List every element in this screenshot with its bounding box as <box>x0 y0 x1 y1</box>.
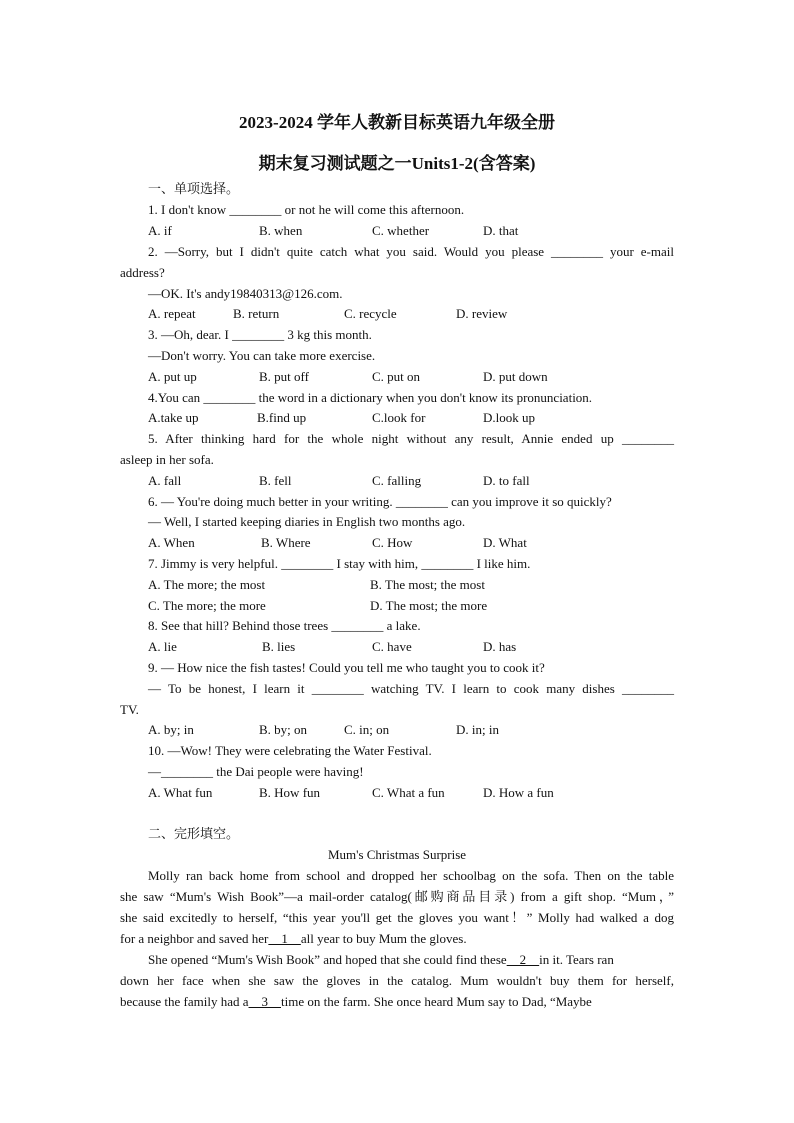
story-p1-line-3: she said excitedly to herself, “this year you'll get the gloves you want！” Molly had walked a dog <box>120 910 674 925</box>
question-9-reply-cont: TV. <box>120 702 139 717</box>
option-a: A. repeat <box>148 306 196 321</box>
option-d: D. put down <box>483 369 548 384</box>
cloze-blank-2: 2 <box>506 952 540 967</box>
option-a: A. fall <box>148 473 182 488</box>
question-2-reply: —OK. It's andy19840313@126.com. <box>148 286 343 301</box>
option-a: A. When <box>148 535 195 550</box>
option-c: C.look for <box>372 410 426 425</box>
option-c: C. falling <box>372 473 422 488</box>
option-b: B. when <box>259 223 303 238</box>
option-a: A. lie <box>148 639 177 654</box>
question-10-stem: 10. —Wow! They were celebrating the Water Festival. <box>148 743 432 758</box>
option-a: A.take up <box>148 410 199 425</box>
option-c: C. recycle <box>344 306 397 321</box>
option-d: D. that <box>483 223 519 238</box>
option-d: D. What <box>483 535 527 550</box>
question-2-stem: 2. —Sorry, but I didn't quite catch what you said. Would you please ________ your e-mail <box>148 244 674 259</box>
question-10-reply: —________ the Dai people were having! <box>148 764 364 779</box>
option-b: B. fell <box>259 473 292 488</box>
option-d: D. How a fun <box>483 785 554 800</box>
option-b: B. by; on <box>259 722 308 737</box>
option-d: D.look up <box>483 410 535 425</box>
story-title: Mum's Christmas Surprise <box>327 847 467 862</box>
option-b: B. The most; the most <box>370 577 485 592</box>
story-text: for a neighbor and saved her <box>120 931 269 946</box>
option-d: D. in; in <box>456 722 499 737</box>
question-5-stem: 5. After thinking hard for the whole night without any result, Annie ended up ________ <box>148 431 674 446</box>
option-b: B. return <box>233 306 280 321</box>
question-5-stem-cont: asleep in her sofa. <box>120 452 214 467</box>
option-d: D. has <box>483 639 517 654</box>
question-9-stem: 9. — How nice the fish tastes! Could you tell me who taught you to cook it? <box>148 660 545 675</box>
story-text: all year to buy Mum the gloves. <box>300 931 467 946</box>
question-7-stem: 7. Jimmy is very helpful. ________ I stay with him, ________ I like him. <box>148 556 531 571</box>
question-4-stem: 4.You can ________ the word in a dictionary when you don't know its pronunciation. <box>148 390 593 405</box>
title-line-2: 期末复习测试题之一Units1-2(含答案) <box>258 154 536 173</box>
option-a: A. by; in <box>148 722 194 737</box>
story-p2-line-3 <box>120 994 674 1010</box>
option-b: B.find up <box>257 410 307 425</box>
cloze-blank-1: 1 <box>268 931 301 946</box>
title-line-1: 2023-2024 学年人教新目标英语九年级全册 <box>239 113 555 132</box>
section-heading-single-choice: 一、单项选择。 <box>148 181 240 196</box>
option-a: A. put up <box>148 369 197 384</box>
question-3-stem: 3. —Oh, dear. I ________ 3 kg this month. <box>148 327 372 342</box>
story-text: in it. Tears ran <box>539 952 614 967</box>
question-6-reply: — Well, I started keeping diaries in English two months ago. <box>148 514 466 529</box>
option-c: C. How <box>372 535 413 550</box>
question-9-reply: — To be honest, I learn it ________ watching TV. I learn to cook many dishes ________ <box>148 681 674 696</box>
option-b: B. lies <box>262 639 296 654</box>
story-p1-line-2: she saw “Mum's Wish Book”—a mail-order catalog(邮购商品目录) from a gift shop. “Mum，” <box>120 889 674 904</box>
option-a: A. if <box>148 223 172 238</box>
section-heading-cloze: 二、完形填空。 <box>148 826 240 841</box>
story-text: because the family had a <box>120 994 249 1009</box>
option-c: C. whether <box>372 223 430 238</box>
question-2-stem-cont: address? <box>120 265 165 280</box>
option-d: D. The most; the more <box>370 598 488 613</box>
story-p2-line-2: down her face when she saw the gloves in the catalog. Mum wouldn't buy them for herself, <box>120 973 674 988</box>
option-b: B. put off <box>259 369 309 384</box>
story-text: time on the farm. She once heard Mum say to Dad, “Maybe <box>281 994 592 1009</box>
story-p2-line-1 <box>148 952 674 968</box>
question-1-stem: 1. I don't know ________ or not he will come this afternoon. <box>148 202 465 217</box>
question-6-stem: 6. — You're doing much better in your writing. ________ can you improve it so quickly? <box>148 494 612 509</box>
option-a: A. What fun <box>148 785 213 800</box>
option-a: A. The more; the most <box>148 577 266 592</box>
story-p1-line-4 <box>120 931 674 947</box>
option-c: C. have <box>372 639 412 654</box>
option-c: C. The more; the more <box>148 598 266 613</box>
option-c: C. What a fun <box>372 785 445 800</box>
question-8-stem: 8. See that hill? Behind those trees ________ a lake. <box>148 618 421 633</box>
option-b: B. Where <box>261 535 311 550</box>
option-d: D. to fall <box>483 473 530 488</box>
question-3-reply: —Don't worry. You can take more exercise. <box>148 348 376 363</box>
cloze-blank-3: 3 <box>248 994 281 1009</box>
option-c: C. in; on <box>344 722 390 737</box>
story-text: She opened “Mum's Wish Book” and hoped that she could find these <box>148 952 507 967</box>
option-b: B. How fun <box>259 785 321 800</box>
story-p1-line-1: Molly ran back home from school and dropped her schoolbag on the sofa. Then on the table <box>148 868 674 883</box>
option-d: D. review <box>456 306 508 321</box>
option-c: C. put on <box>372 369 421 384</box>
